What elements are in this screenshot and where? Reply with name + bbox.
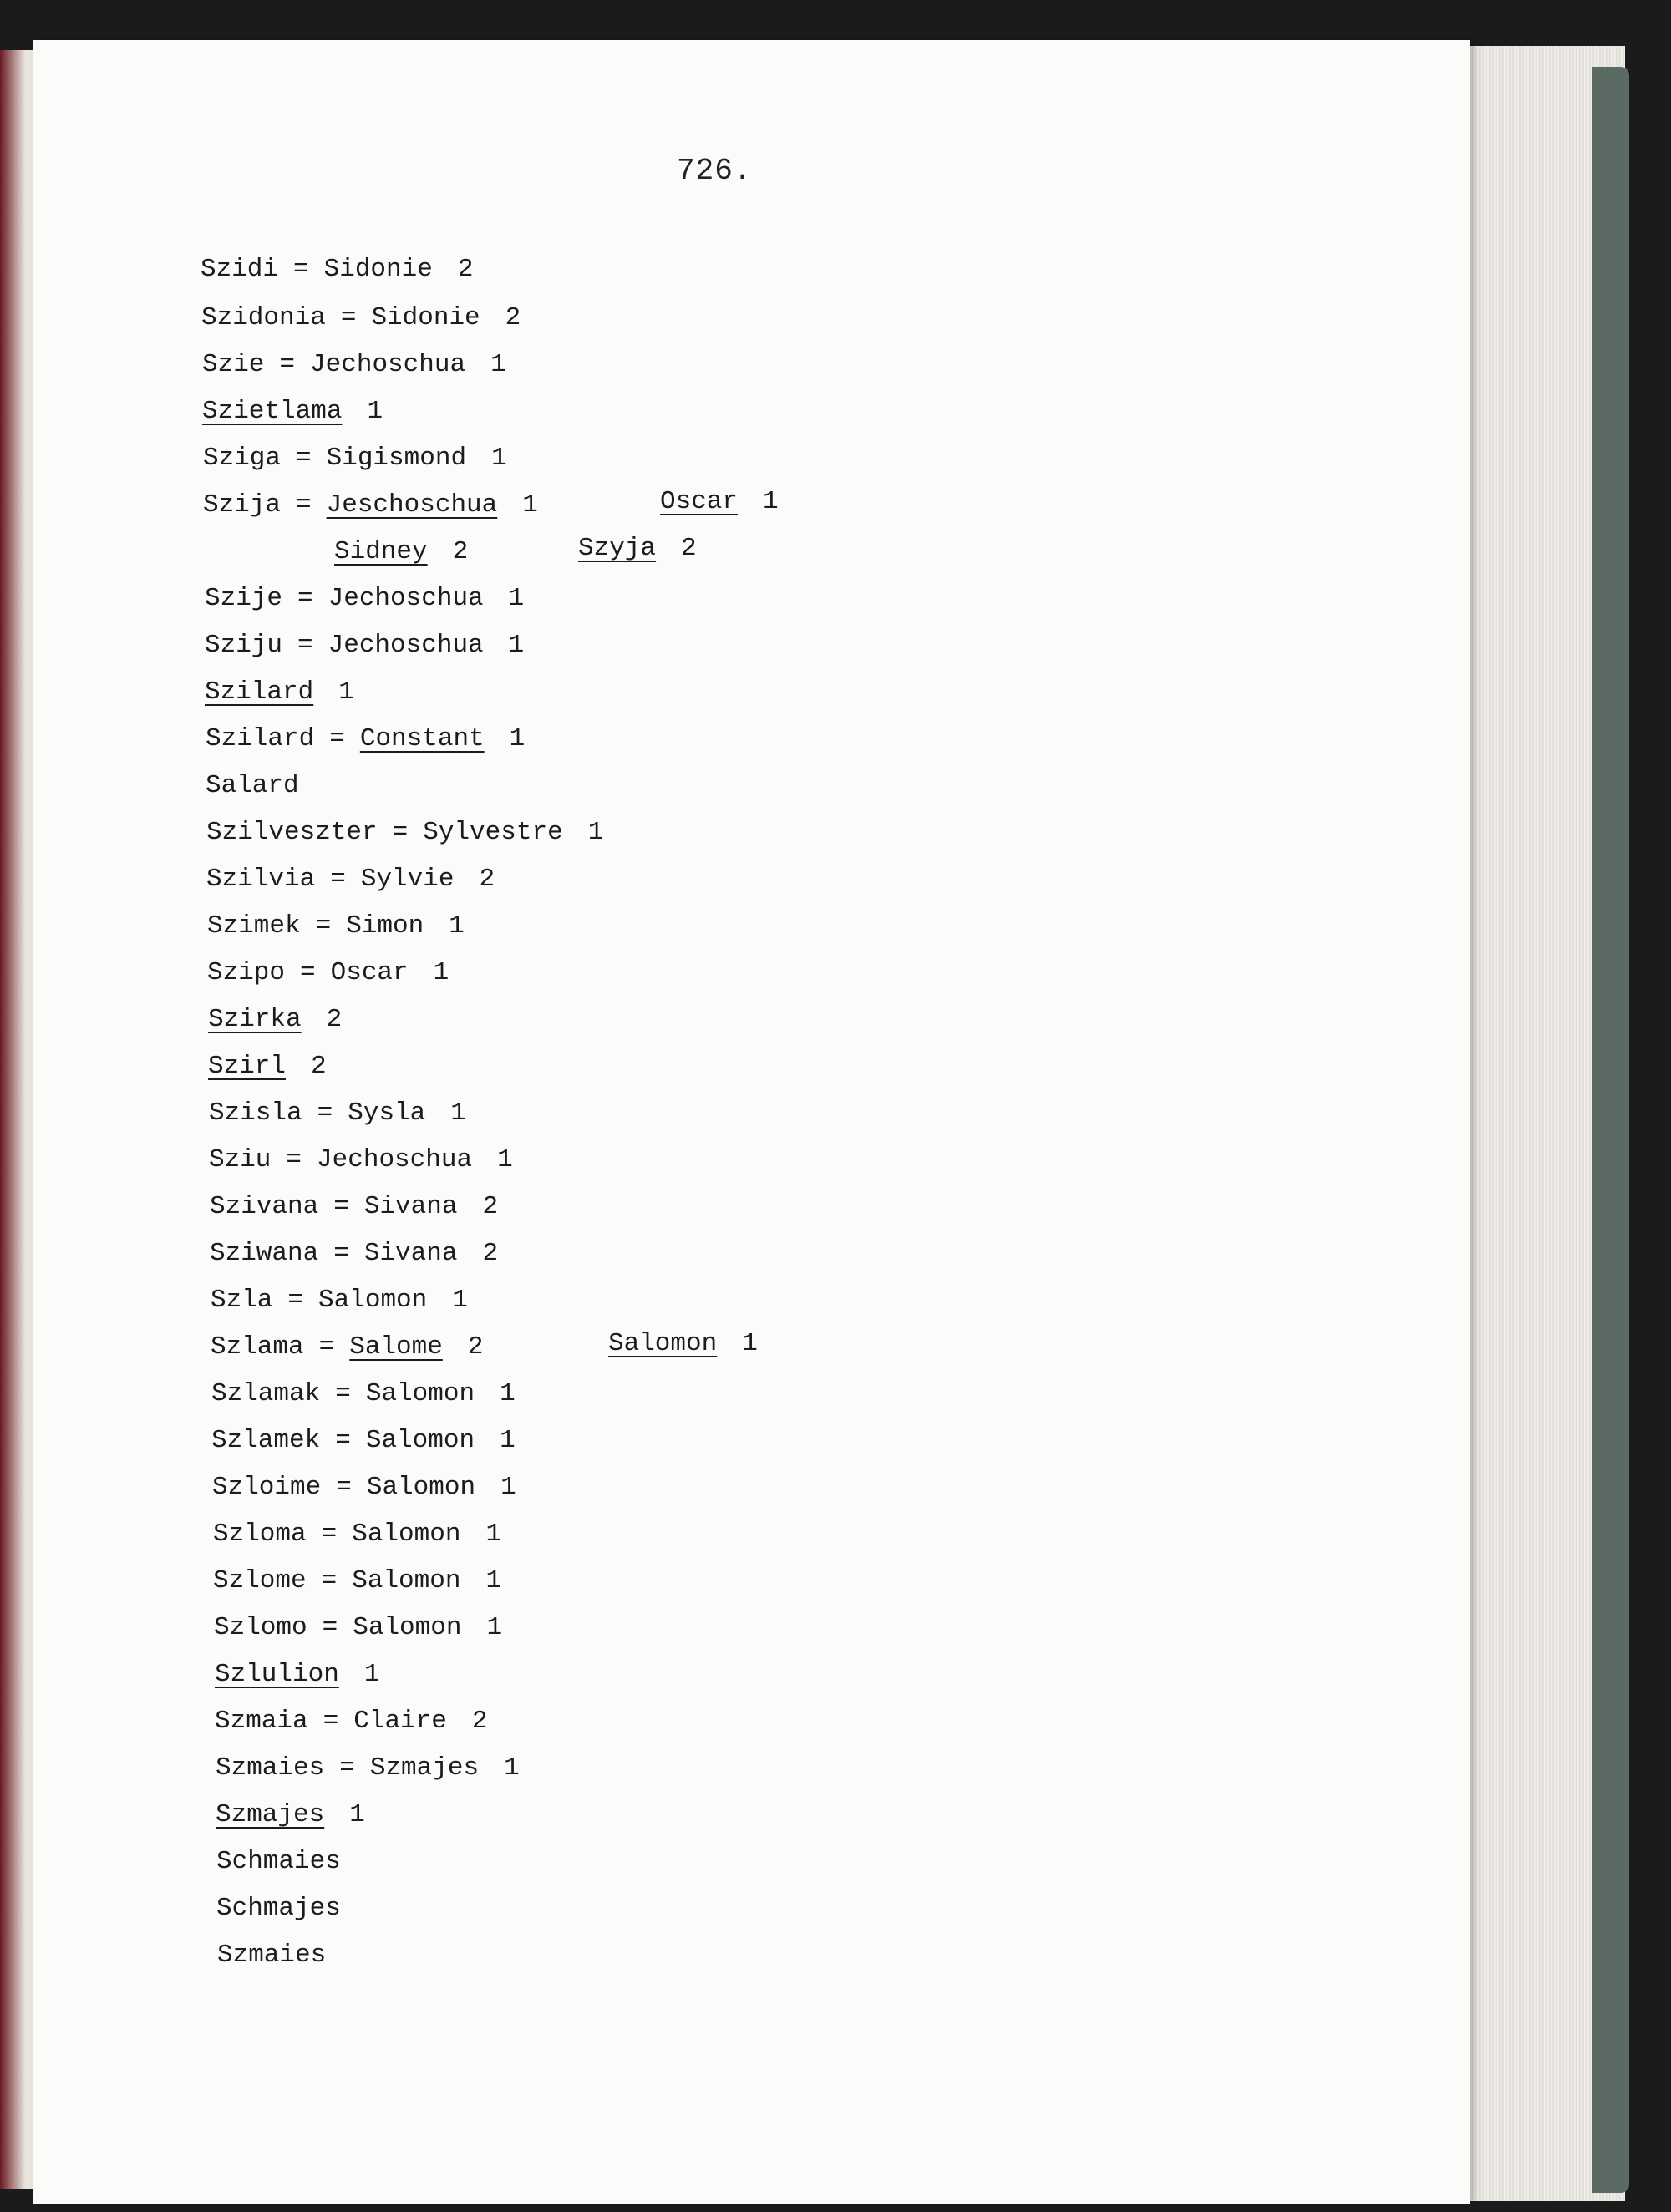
entry-name: Szloime (212, 1473, 322, 1502)
entry-target: Jechoschua (328, 631, 484, 660)
index-entry (205, 629, 524, 662)
entry-name: Szloma (213, 1519, 307, 1549)
entry-equals: = (333, 1192, 349, 1221)
entry-count: 1 (363, 1660, 380, 1689)
variant-count: 1 (742, 1329, 758, 1358)
entry-count: 2 (471, 1707, 488, 1736)
entry-name: Sziu (209, 1145, 272, 1174)
entry-target: Salomon (365, 1426, 475, 1455)
entry-count: 2 (311, 1052, 327, 1081)
entry-target: Sivana (363, 1239, 458, 1268)
entry-name: Szimek (207, 911, 301, 941)
entry-count: 1 (349, 1800, 365, 1829)
index-entry (214, 1611, 502, 1645)
index-entry (216, 1752, 520, 1785)
index-entry (205, 582, 524, 616)
entry-name: Szirka (208, 1005, 302, 1034)
entry-target: Claire (353, 1707, 447, 1736)
entry-name: Szilard (206, 724, 315, 753)
entry-target: Jechoschua (328, 584, 484, 613)
index-entry (206, 769, 299, 803)
entry-equals: = (339, 1753, 355, 1783)
entry-name: Szilvia (206, 865, 316, 894)
entry-count: 2 (482, 1239, 499, 1268)
index-entry (206, 816, 603, 850)
entry-count: 2 (505, 303, 521, 332)
entry-equals: = (279, 350, 296, 379)
index-entry (208, 1050, 327, 1083)
index-entry (209, 1097, 466, 1130)
entry-name: Szidonia (201, 303, 326, 332)
entry-equals: = (286, 1145, 302, 1174)
entry-target: Constant (359, 724, 485, 753)
entry-equals: = (287, 1286, 304, 1315)
entry-count: 1 (508, 631, 525, 660)
entry-name: Szirl (208, 1052, 287, 1081)
index-entry (212, 1471, 516, 1504)
entry-equals: = (329, 724, 345, 753)
entry-count: 1 (509, 724, 526, 753)
entry-target: Sivana (363, 1192, 458, 1221)
entry-name: Szilard (205, 677, 314, 707)
entry-target: Sylvestre (423, 818, 563, 847)
entry-equals: = (300, 958, 316, 987)
entry-target: Jechoschua (317, 1145, 473, 1174)
entry-equals: = (315, 911, 332, 941)
entry-count: 1 (500, 1426, 516, 1455)
entry-count: 1 (587, 818, 604, 847)
entry-target: Sidonie (323, 255, 433, 284)
entry-count: 2 (457, 255, 474, 284)
variant-name: Szyja (578, 534, 657, 563)
entry-name: Szisla (209, 1098, 302, 1128)
entry-count: 1 (491, 444, 507, 473)
entry-target: Simon (346, 911, 424, 941)
variant-count: 1 (763, 487, 779, 516)
entry-count: 1 (500, 1379, 516, 1408)
page-number: 726. (677, 154, 753, 188)
entry-count: 1 (338, 677, 354, 707)
entry-name: Szlamek (211, 1426, 321, 1455)
entry-name: Salard (206, 771, 299, 800)
index-entry (206, 723, 525, 756)
entry-target: Salomon (352, 1566, 461, 1596)
variant-count: 2 (681, 534, 697, 563)
index-entry (215, 1705, 487, 1738)
index-entry (206, 863, 495, 896)
entry-name: Szilveszter (206, 818, 378, 847)
index-entry-variant (578, 532, 697, 566)
index-entry (203, 489, 538, 522)
entry-equals: = (330, 865, 346, 894)
index-entry (210, 1190, 498, 1224)
entry-equals: = (296, 444, 312, 473)
index-entry (213, 1565, 501, 1598)
entry-name: Szietlama (202, 397, 343, 426)
index-entry (208, 1003, 342, 1037)
entry-name: Szlome (213, 1566, 307, 1596)
entry-equals: = (392, 818, 409, 847)
entry-target: Salomon (365, 1379, 475, 1408)
index-entry (209, 1144, 513, 1177)
index-entry (211, 1377, 516, 1411)
index-entry (202, 348, 506, 382)
entry-count: 1 (452, 1286, 468, 1315)
entry-name: Szmaies (217, 1941, 327, 1970)
entry-name: Szipo (207, 958, 286, 987)
index-entry (213, 1518, 501, 1551)
index-entry (207, 910, 465, 943)
entry-equals: = (318, 1332, 335, 1362)
book-page (33, 40, 1470, 2204)
entry-equals: = (335, 1426, 351, 1455)
book-cover-edge (1592, 67, 1629, 2193)
entry-name: Szlulion (215, 1660, 339, 1689)
index-entry (202, 395, 383, 429)
entry-target: Szmajes (369, 1753, 480, 1783)
entry-equals: = (321, 1519, 338, 1549)
entry-name: Szidi (201, 255, 279, 284)
index-entry (207, 956, 449, 990)
entry-equals: = (335, 1379, 351, 1408)
entry-target: Salomon (318, 1286, 428, 1315)
index-entry (334, 535, 468, 569)
entry-target: Sigismond (326, 444, 467, 473)
entry-name: Szivana (210, 1192, 319, 1221)
entry-target: Salomon (366, 1473, 476, 1502)
entry-name: Szija (203, 490, 282, 520)
entry-equals: = (297, 631, 313, 660)
entry-name: Szmaia (215, 1707, 308, 1736)
entry-equals: = (333, 1239, 349, 1268)
entry-count: 1 (486, 1613, 503, 1642)
entry-target: Sidney (334, 537, 428, 566)
entry-equals: = (293, 255, 309, 284)
entry-equals: = (336, 1473, 352, 1502)
entry-count: 1 (504, 1753, 520, 1783)
entry-count: 2 (452, 537, 469, 566)
entry-equals: = (297, 584, 313, 613)
index-entry (216, 1799, 365, 1832)
entry-count: 2 (482, 1192, 499, 1221)
entry-name: Schmaies (216, 1847, 341, 1876)
entry-target: Salome (349, 1332, 443, 1362)
name-index-list (33, 40, 1470, 2204)
entry-count: 1 (485, 1519, 502, 1549)
index-entry (216, 1892, 341, 1925)
index-entry (210, 1237, 498, 1271)
index-entry-variant (660, 485, 779, 519)
entry-name: Szlama (211, 1332, 304, 1362)
index-entry (201, 302, 521, 335)
entry-count: 1 (508, 584, 525, 613)
entry-name: Sziga (203, 444, 282, 473)
variant-name: Oscar (660, 487, 739, 516)
entry-count: 1 (500, 1473, 516, 1502)
entry-target: Oscar (330, 958, 409, 987)
entry-target: Jeschoschua (326, 490, 498, 520)
entry-name: Szije (205, 584, 283, 613)
entry-name: Schmajes (216, 1894, 341, 1923)
entry-target: Jechoschua (310, 350, 466, 379)
index-entry (217, 1939, 326, 1972)
entry-name: Szie (202, 350, 265, 379)
variant-name: Salomon (608, 1329, 718, 1358)
index-entry (215, 1658, 379, 1692)
entry-name: Szlamak (211, 1379, 321, 1408)
index-entry (211, 1424, 516, 1458)
index-entry (211, 1284, 468, 1317)
entry-equals: = (317, 1098, 333, 1128)
entry-name: Szla (211, 1286, 273, 1315)
entry-count: 2 (326, 1005, 343, 1034)
entry-count: 1 (490, 350, 506, 379)
entry-name: Sziwana (210, 1239, 319, 1268)
entry-count: 1 (497, 1145, 513, 1174)
entry-target: Sidonie (371, 303, 480, 332)
index-entry-variant (608, 1327, 758, 1361)
index-entry (211, 1331, 483, 1364)
entry-equals: = (323, 1707, 339, 1736)
entry-target: Sysla (348, 1098, 426, 1128)
entry-name: Sziju (205, 631, 283, 660)
index-entry (205, 676, 354, 709)
entry-count: 1 (450, 1098, 466, 1128)
entry-count: 1 (433, 958, 449, 987)
index-entry (203, 442, 507, 475)
entry-equals: = (340, 303, 357, 332)
index-entry (201, 253, 473, 287)
entry-count: 1 (367, 397, 383, 426)
index-entry (216, 1845, 341, 1879)
entry-name: Szmajes (216, 1800, 325, 1829)
entry-target: Salomon (353, 1613, 462, 1642)
entry-count: 2 (467, 1332, 484, 1362)
entry-count: 1 (449, 911, 465, 941)
entry-count: 1 (485, 1566, 502, 1596)
entry-target: Salomon (352, 1519, 461, 1549)
entry-name: Szmaies (216, 1753, 325, 1783)
entry-equals: = (322, 1613, 338, 1642)
entry-name: Szlomo (214, 1613, 307, 1642)
entry-target: Sylvie (360, 865, 455, 894)
entry-equals: = (321, 1566, 338, 1596)
entry-count: 2 (479, 865, 495, 894)
entry-equals: = (296, 490, 312, 520)
entry-count: 1 (522, 490, 538, 520)
